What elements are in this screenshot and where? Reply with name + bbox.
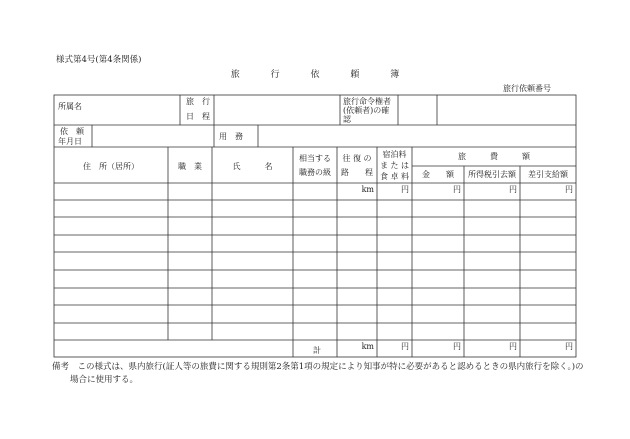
column-header-grade: 相当する bbox=[299, 154, 331, 163]
authority-label: 認 bbox=[343, 115, 351, 124]
column-header-route: 路 程 bbox=[341, 168, 373, 177]
unit-yen: 円 bbox=[401, 342, 409, 351]
form-label: 様式第4号(第4条関係) bbox=[56, 55, 142, 65]
remarks-line: 備考 この様式は、県内旅行(証人等の旅費に関する規則第2条第1項の規定により知事が特に必要があると認めるときの県内旅行を除く。)の bbox=[52, 362, 584, 372]
title-char: 依 bbox=[310, 70, 320, 80]
authority-label: 旅行命令権者 bbox=[343, 97, 391, 106]
unit-yen: 円 bbox=[401, 185, 409, 194]
column-header-grade: 職務の級 bbox=[299, 168, 331, 177]
column-header-name: 氏 名 bbox=[232, 162, 273, 171]
remarks-note bbox=[52, 361, 592, 387]
title-char: 旅 bbox=[230, 70, 240, 80]
request-date-label: 年月日 bbox=[58, 137, 82, 146]
request-number-label: 旅行依頼番号 bbox=[503, 84, 551, 93]
column-header-lodging: ま た は bbox=[379, 161, 410, 170]
column-header-lodging: 宿泊料 bbox=[382, 150, 407, 159]
form-frame bbox=[54, 95, 576, 357]
unit-yen: 円 bbox=[565, 342, 573, 351]
title-char: 簿 bbox=[390, 70, 400, 80]
column-header-lodging: 食 卓 料 bbox=[379, 172, 410, 181]
unit-km: km bbox=[361, 185, 374, 194]
unit-yen: 円 bbox=[453, 342, 461, 351]
column-header-occupation: 職 業 bbox=[178, 162, 202, 171]
column-header-route: 往 復 の bbox=[342, 154, 372, 163]
title-char: 行 bbox=[270, 70, 280, 80]
affiliation-label: 所属名 bbox=[58, 102, 82, 111]
column-header-travel-expense: 旅 費 額 bbox=[458, 152, 530, 161]
unit-yen: 円 bbox=[509, 342, 517, 351]
unit-km: km bbox=[361, 342, 374, 351]
unit-yen: 円 bbox=[509, 185, 517, 194]
unit-yen: 円 bbox=[453, 185, 461, 194]
column-header-amount: 金 額 bbox=[422, 170, 454, 179]
itinerary-label: 旅 行 bbox=[186, 97, 210, 106]
total-label: 計 bbox=[313, 346, 321, 355]
authority-label: (依頼者)の確 bbox=[343, 106, 390, 115]
business-label: 用 務 bbox=[219, 132, 243, 141]
remarks-line: 場合に使用する。 bbox=[70, 375, 139, 385]
request-date-label: 依 頼 bbox=[60, 127, 84, 136]
itinerary-label: 日 程 bbox=[186, 112, 210, 121]
column-header-address: 住 所（居所） bbox=[83, 162, 139, 171]
title-char: 頼 bbox=[350, 70, 360, 80]
column-header-income-tax: 所得税引去額 bbox=[468, 170, 516, 179]
column-header-net-payment: 差引支給額 bbox=[528, 170, 568, 179]
unit-yen: 円 bbox=[565, 185, 573, 194]
